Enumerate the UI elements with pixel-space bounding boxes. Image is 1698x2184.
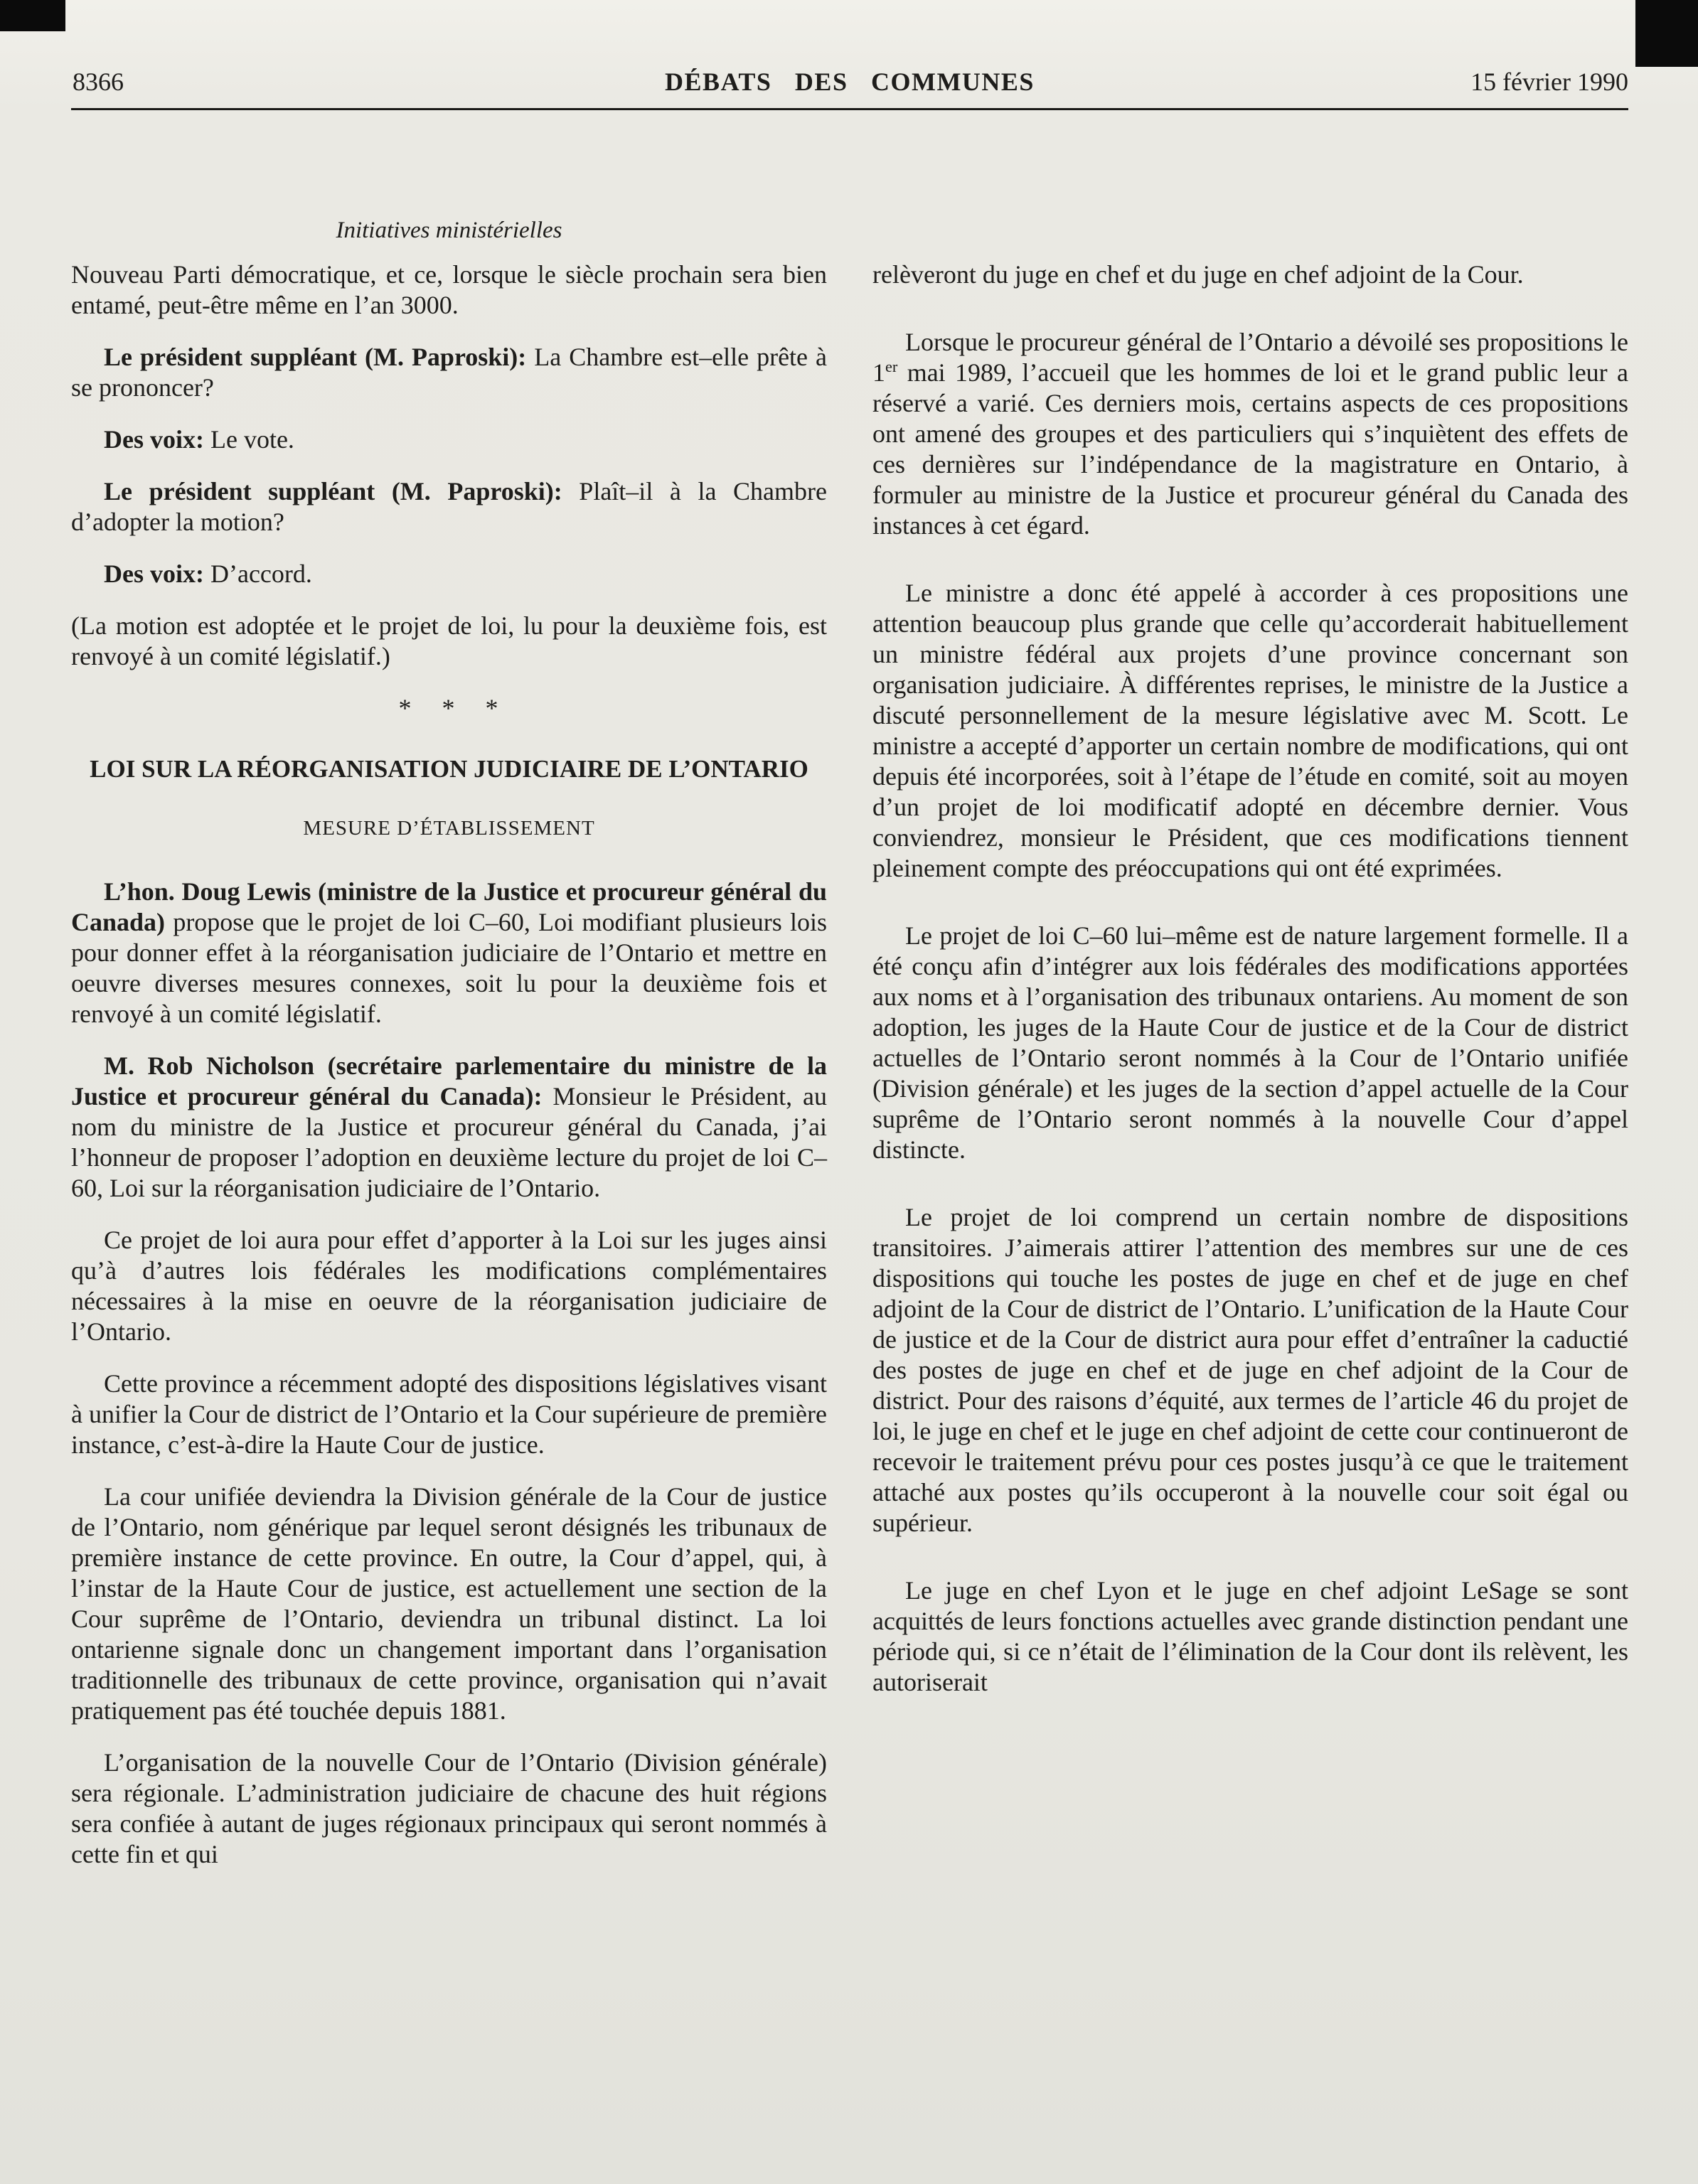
paragraph-right-continuation: relèveront du juge en chef et du juge en chef adjoint de la Cour.	[872, 260, 1524, 289]
scan-artifact-top-left	[0, 0, 65, 31]
speaker-name: Le président suppléant (M. Paproski):	[104, 477, 562, 505]
speaker-name: Des voix:	[104, 425, 204, 454]
paragraph-transitional-provisions: Le projet de loi comprend un certain nombre de dispositions transitoires. J’aimerais attirer l’attention des membres sur une de ces dispositions qui touche les postes de juge en chef et de juge en chef adjoint de la Cour de district de l’Ontario. L’unification de la Haute Cour de justice et de la Cour de district aura pour effet d’entraîner la caductié des postes de juge en chef et de juge en chef adjoint de la Cour de district. Pour des raisons d’équité, aux termes de l’article 46 du projet de loi, le juge en chef et le juge en chef adjoint de cette cour continueront de recevoir le traitement prévu pour ces postes jusqu’à ce que le traitement attaché aux postes qu’ils occuperont à la nouvelle cour soit égal ou supérieur.	[872, 1203, 1628, 1537]
speaker-text: D’accord.	[203, 560, 312, 588]
paragraph-text: mai 1989, l’accueil que les hommes de loi et le grand public leur a réservé a varié. Ces derniers mois, certains aspects de ces propositions ont amené des groupes et des particuliers qui s’inquiètent des effets de ces dernières sur l’indépendance de la magistrature en Ontario, à formuler au ministre de la Justice et procureur général du Canada des instances à cet égard.	[872, 358, 1628, 540]
speaker-text: Plaît–il à la Chambre d’adopter la motion?	[71, 477, 827, 536]
speaker-text: La Chambre est–elle prête à se prononcer?	[71, 343, 827, 402]
speaker-name: Des voix:	[104, 560, 204, 588]
bill-subtitle: MESURE D’ÉTABLISSEMENT	[303, 817, 595, 840]
speaker-paragraph-deputy-speaker-1	[71, 342, 827, 403]
paragraph-ontario-proposals	[872, 327, 1628, 541]
paragraph-bill-effects: Ce projet de loi aura pour effet d’apporter à la Loi sur les juges ainsi qu’à d’autres lois fédérales les modifications complémentaires nécessaires à la mise en oeuvre de la réorganisation judiciaire de l’Ontario.	[71, 1226, 827, 1346]
speaker-paragraph-nicholson	[71, 1051, 827, 1204]
speaker-text: propose que le projet de loi C–60, Loi modifiant plusieurs lois pour donner effet à la réorganisation judiciaire de l’Ontario et mettre en oeuvre diverses mesures connexes, soit lu pour la deuxième fois et renvoyé à un comité législatif.	[71, 908, 827, 1028]
speaker-text: Monsieur le Président, au nom du ministre de la Justice et procureur général du Canada, j’ai l’honneur de proposer l’adoption en deuxième lecture du projet de loi C–60, Loi sur la réorganisation judiciaire de l’Ontario.	[71, 1082, 827, 1202]
paragraph-chief-judges: Le juge en chef Lyon et le juge en chef adjoint LeSage se sont acquittés de leurs fonctions actuelles avec grande distinction pendant une période qui, si ce n’était de l’élimination de la Cour dont ils relèvent, les autoriserait	[872, 1576, 1628, 1696]
speaker-text: Le vote.	[203, 425, 294, 454]
running-head: Initiatives ministérielles	[336, 218, 562, 243]
paragraph-ndp-continuation: Nouveau Parti démocratique, et ce, lorsque le siècle prochain sera bien entamé, peut-être même en l’an 3000.	[71, 260, 827, 319]
paragraph-motion-note: (La motion est adoptée et le projet de loi, lu pour la deuxième fois, est renvoyé à un comité législatif.)	[71, 611, 827, 670]
section-separator-stars: * * *	[398, 694, 500, 722]
content-columns	[71, 217, 1628, 1891]
scan-artifact-top-right	[1635, 0, 1698, 67]
speaker-paragraph-lewis	[71, 877, 827, 1029]
paragraph-province-legislation: Cette province a récemment adopté des dispositions législatives visant à unifier la Cour de district de l’Ontario et la Cour supérieure de première instance, c’est-à-dire la Haute Cour de justice.	[71, 1369, 827, 1459]
journal-title: DÉBATS DES COMMUNES	[665, 68, 1035, 96]
bill-title: LOI SUR LA RÉORGANISATION JUDICIAIRE DE L’ONTARIO	[90, 755, 808, 783]
speaker-name: Le président suppléant (M. Paproski):	[104, 343, 527, 371]
speaker-name: M. Rob Nicholson (secrétaire parlementaire du ministre de la Justice et procureur général du Canada):	[71, 1051, 827, 1110]
speaker-paragraph-voices-2	[71, 559, 827, 589]
speaker-paragraph-deputy-speaker-2	[71, 476, 827, 537]
page-header	[71, 67, 1628, 100]
left-column	[71, 217, 827, 1891]
ordinal-superscript: er	[885, 358, 898, 375]
speaker-paragraph-voices-1	[71, 424, 827, 455]
paragraph-bill-c60-formal: Le projet de loi C–60 lui–même est de nature largement formelle. Il a été conçu afin d’intégrer aux lois fédérales des modifications apportées aux noms et à l’organisation des tribunaux ontariens. Au moment de son adoption, les juges de la Haute Cour de justice et de la Cour de district actuelles de l’Ontario seront nommés à la Cour de l’Ontario unifiée (Division générale) et les juges de la section d’appel actuelle de la Cour suprême de l’Ontario seront nommés à la nouvelle Cour d’appel distincte.	[872, 921, 1628, 1164]
paragraph-unified-court: La cour unifiée deviendra la Division générale de la Cour de justice de l’Ontario, nom générique par lequel seront désignés les tribunaux de première instance de cette province. En outre, la Cour d’appel, qui, à l’instar de la Haute Cour de justice, est actuellement une section de la Cour suprême de l’Ontario, deviendra un tribunal distinct. La loi ontarienne signale donc un changement important dans l’organisation traditionnelle des tribunaux de cette province, organisation qui n’avait pratiquement pas été touchée depuis 1881.	[71, 1482, 827, 1725]
paragraph-minister-attention: Le ministre a donc été appelé à accorder à ces propositions une attention beaucoup plus grande que celle qu’accorderait habituellement un ministre fédéral aux projets d’une province concernant son organisation judiciaire. À différentes reprises, le ministre de la Justice a discuté personnellement de la mesure législative avec M. Scott. Le ministre a accepté d’apporter un certain nombre de modifications, qui ont depuis été incorporées, soit à l’étape de l’étude en comité, soit au moyen d’un projet de loi modificatif adopté en décembre dernier. Vous conviendrez, monsieur le Président, que ces modifications tiennent pleinement compte des préoccupations qui ont été exprimées.	[872, 579, 1628, 882]
right-column	[872, 217, 1628, 1891]
paragraph-text: Lorsque le procureur général de l’Ontario a dévoilé ses propositions le 1	[872, 328, 1628, 387]
speaker-name: L’hon. Doug Lewis (ministre de la Justice et procureur général du Canada)	[71, 877, 827, 936]
header-rule	[71, 108, 1628, 110]
issue-date: 15 février 1990	[1470, 68, 1628, 96]
paragraph-regional-organisation: L’organisation de la nouvelle Cour de l’Ontario (Division générale) sera régionale. L’administration judiciaire de chacune des huit régions sera confiée à autant de juges régionaux principaux qui seront nommés à cette fin et qui	[71, 1748, 827, 1868]
page-number: 8366	[73, 68, 124, 96]
